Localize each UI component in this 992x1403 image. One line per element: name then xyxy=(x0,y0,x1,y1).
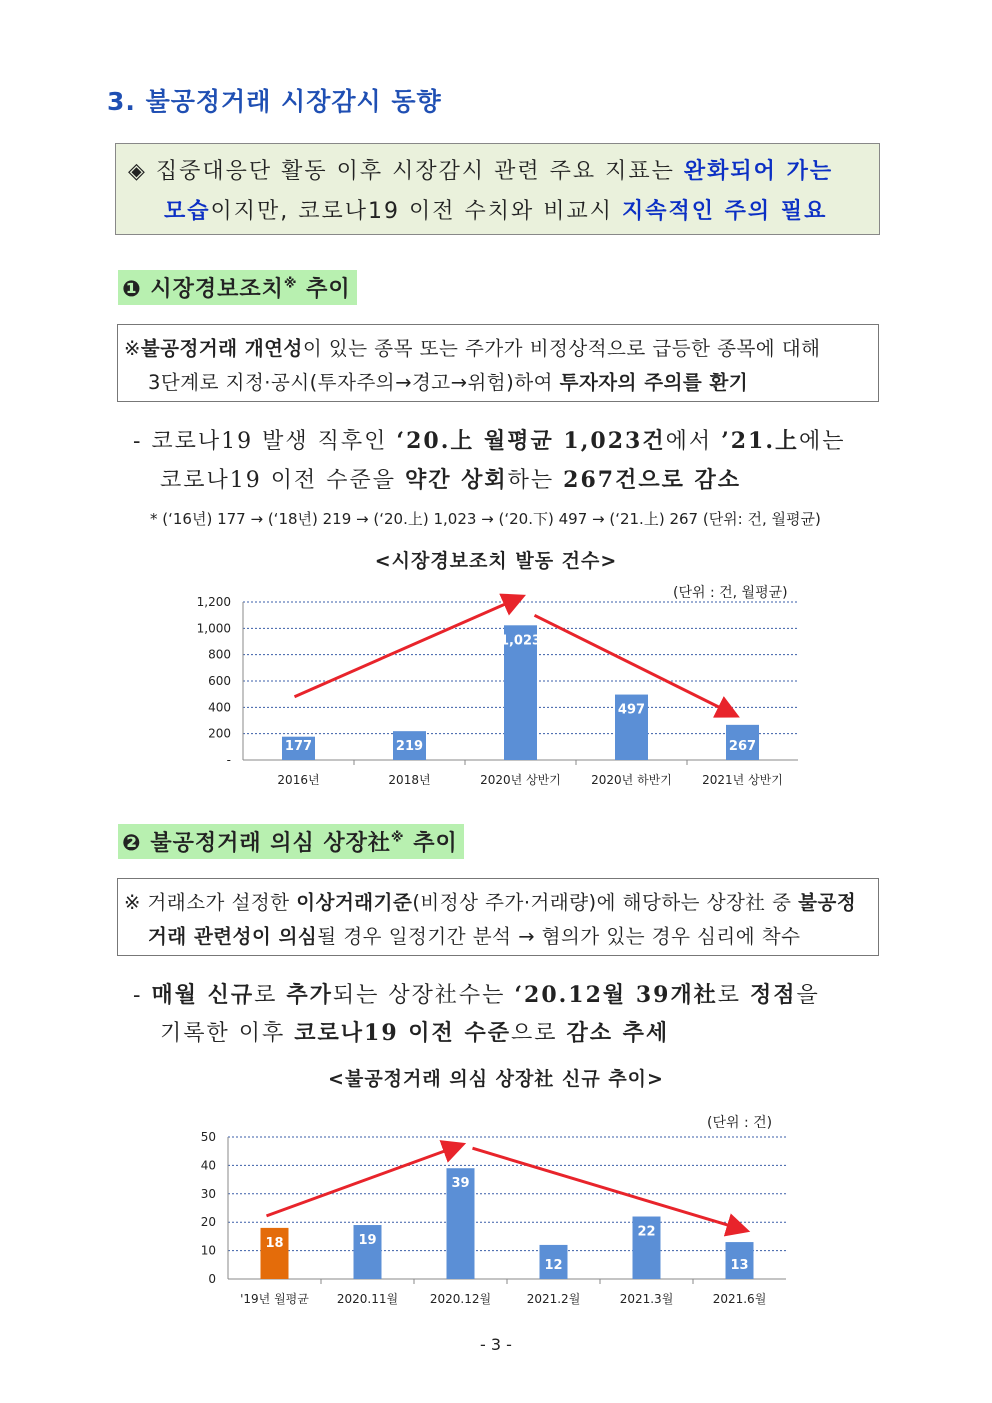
chart-2-unit: (단위 : 건) xyxy=(707,1115,773,1131)
y-tick-label: 20 xyxy=(200,1215,216,1230)
bar-value-label: 177 xyxy=(284,739,313,754)
x-tick-label: 2021년 상반기 xyxy=(702,773,783,787)
section-1-heading xyxy=(118,270,357,305)
summary-box xyxy=(115,143,880,235)
note-bold: 불공정거래 개연성 xyxy=(140,337,303,360)
number-2-icon: ❷ xyxy=(122,831,142,856)
x-tick-label: 2021.6월 xyxy=(712,1292,767,1306)
y-tick-label: 600 xyxy=(208,674,231,688)
bullet-bold: 추가 xyxy=(286,982,333,1008)
note-bold: 이상거래기준 xyxy=(296,891,413,914)
section-1-bullet-line-2 xyxy=(160,463,741,494)
trend-arrow xyxy=(295,597,521,696)
chart-1-unit: (단위 : 건, 월평균) xyxy=(673,585,788,601)
page-heading: 3. 불공정거래 시장감시 동향 xyxy=(107,87,442,116)
note-text: (비정상 주가·거래량)에 해당하는 상장社 중 xyxy=(412,891,799,914)
bullet-text: 에서 xyxy=(665,429,722,454)
bullet-text: 에는 xyxy=(799,429,846,454)
x-tick-label: 2018년 xyxy=(388,773,431,787)
y-tick-label: 400 xyxy=(208,700,231,715)
x-tick-label: 2020년 상반기 xyxy=(480,773,561,787)
trend-arrow xyxy=(267,1145,461,1216)
y-tick-label: 40 xyxy=(200,1158,216,1173)
bullet-bold: 코로나19 이전 수준 xyxy=(294,1020,511,1046)
note-bold: 거래 관련성이 의심 xyxy=(148,925,318,948)
bullet-text: 로 xyxy=(254,983,287,1008)
section-1-footnote: * (‘16년) 177 → (‘18년) 219 → (‘20.上) 1,023 → (‘20.下) 497 → (‘21.上) 267 (단위: 건, 월평균) xyxy=(150,510,821,528)
note-mark: ※ xyxy=(124,337,141,360)
bar-value-label: 497 xyxy=(617,702,646,718)
y-tick-label: 1,200 xyxy=(196,595,231,609)
note-text: 될 경우 일정기간 분석 → 혐의가 있는 경우 심리에 착수 xyxy=(317,925,801,948)
bar-value-label: 19 xyxy=(358,1233,377,1249)
x-tick-label: 2020.11월 xyxy=(336,1292,399,1306)
suspicious-listed-companies-bar-chart xyxy=(180,1125,810,1315)
chart-2-caption: <불공정거래 의심 상장社 신규 추이> xyxy=(328,1068,664,1090)
summary-text: 집중대응단 활동 이후 시장감시 관련 주요 지표는 xyxy=(155,159,684,184)
bullet-bold: 매월 신규 xyxy=(151,982,255,1008)
summary-highlight: 지속적인 주의 필요 xyxy=(622,199,828,224)
section-2-note xyxy=(117,878,879,956)
note-text: 3단계로 지정·공시(투자주의→경고→위험)하여 xyxy=(148,371,560,394)
summary-highlight: 모습 xyxy=(164,199,211,224)
section-title-tail: 추이 xyxy=(413,831,458,856)
x-tick-label: 2021.2월 xyxy=(526,1292,581,1306)
trend-arrow xyxy=(473,1148,745,1230)
section-title: 시장경보조치 xyxy=(150,277,284,302)
bullet-text: 하는 xyxy=(507,468,564,493)
y-tick-label: 800 xyxy=(208,647,231,662)
bullet-text: 되는 상장社수는 xyxy=(332,983,515,1008)
note-bold: 투자자의 주의를 환기 xyxy=(559,371,749,394)
number-1-icon: ❶ xyxy=(122,277,142,302)
bar-value-label: 18 xyxy=(265,1235,284,1251)
bullet-bold: ’21.上 xyxy=(721,428,800,454)
x-tick-label: '19년 월평균 xyxy=(240,1292,309,1306)
bullet-bold: ‘20.上 월평균 1,023건 xyxy=(396,428,666,454)
bar-value-label: 219 xyxy=(395,739,424,754)
section-1-note xyxy=(117,324,879,402)
page-number: - 3 - xyxy=(480,1335,512,1354)
y-tick-label: 200 xyxy=(208,726,231,741)
x-tick-label: 2020년 하반기 xyxy=(591,773,672,787)
x-tick-label: 2016년 xyxy=(277,773,320,787)
bar-value-label: 1,023 xyxy=(499,633,542,649)
bullet-bold: ‘20.12월 39개社 xyxy=(514,982,718,1008)
section-2-heading xyxy=(118,824,464,859)
bar-value-label: 12 xyxy=(544,1258,563,1273)
bullet-text: 을 xyxy=(796,983,820,1008)
summary-text: 이지만, 코로나19 이전 수치와 비교시 xyxy=(210,199,622,224)
section-1-bullet-line-1 xyxy=(133,424,846,455)
y-tick-label: 50 xyxy=(200,1130,216,1144)
x-tick-label: 2021.3월 xyxy=(619,1292,674,1306)
reference-mark: ※ xyxy=(283,276,298,292)
bullet-text: - 코로나19 발생 직후인 xyxy=(133,429,397,454)
bar-value-label: 13 xyxy=(730,1258,749,1273)
bar-value-label: 22 xyxy=(637,1224,656,1240)
bullet-bold: 감소 추세 xyxy=(566,1020,670,1046)
bullet-text: - xyxy=(133,983,152,1008)
section-2-bullet-line-1 xyxy=(133,978,820,1009)
y-tick-label: 30 xyxy=(200,1186,216,1201)
bullet-text: 기록한 이후 xyxy=(160,1021,295,1046)
bullet-text: 으로 xyxy=(510,1021,567,1046)
note-text: 이 있는 종목 또는 주가가 비정상적으로 급등한 종목에 대해 xyxy=(302,337,821,360)
section-2-bullet-line-2 xyxy=(160,1016,669,1047)
reference-mark: ※ xyxy=(390,830,405,846)
bullet-text: 로 xyxy=(717,983,750,1008)
bar-value-label: 267 xyxy=(728,739,757,754)
y-tick-label: 10 xyxy=(200,1243,216,1258)
note-text: ※ 거래소가 설정한 xyxy=(124,891,297,914)
alert-measures-bar-chart xyxy=(180,592,810,802)
bullet-bold: 약간 상회 xyxy=(405,467,508,493)
section-title: 불공정거래 의심 상장社 xyxy=(150,831,391,856)
summary-highlight: 완화되어 가는 xyxy=(683,159,834,184)
y-tick-label: 1,000 xyxy=(196,621,231,636)
y-tick-label: - xyxy=(226,753,231,767)
note-bold: 불공정 xyxy=(798,891,857,914)
bar-value-label: 39 xyxy=(451,1176,470,1192)
bullet-text: 코로나19 이전 수준을 xyxy=(160,468,405,493)
summary-line-1 xyxy=(128,154,833,185)
chart-1-caption: <시장경보조치 발동 건수> xyxy=(374,550,618,572)
section-title-tail: 추이 xyxy=(306,277,351,302)
bullet-bold: 정점 xyxy=(749,982,797,1008)
summary-line-2 xyxy=(164,194,827,225)
x-tick-label: 2020.12월 xyxy=(429,1292,492,1306)
diamond-bullet-icon: ◈ xyxy=(128,159,147,184)
y-tick-label: 0 xyxy=(208,1272,216,1286)
bullet-bold: 267건으로 감소 xyxy=(563,467,742,493)
